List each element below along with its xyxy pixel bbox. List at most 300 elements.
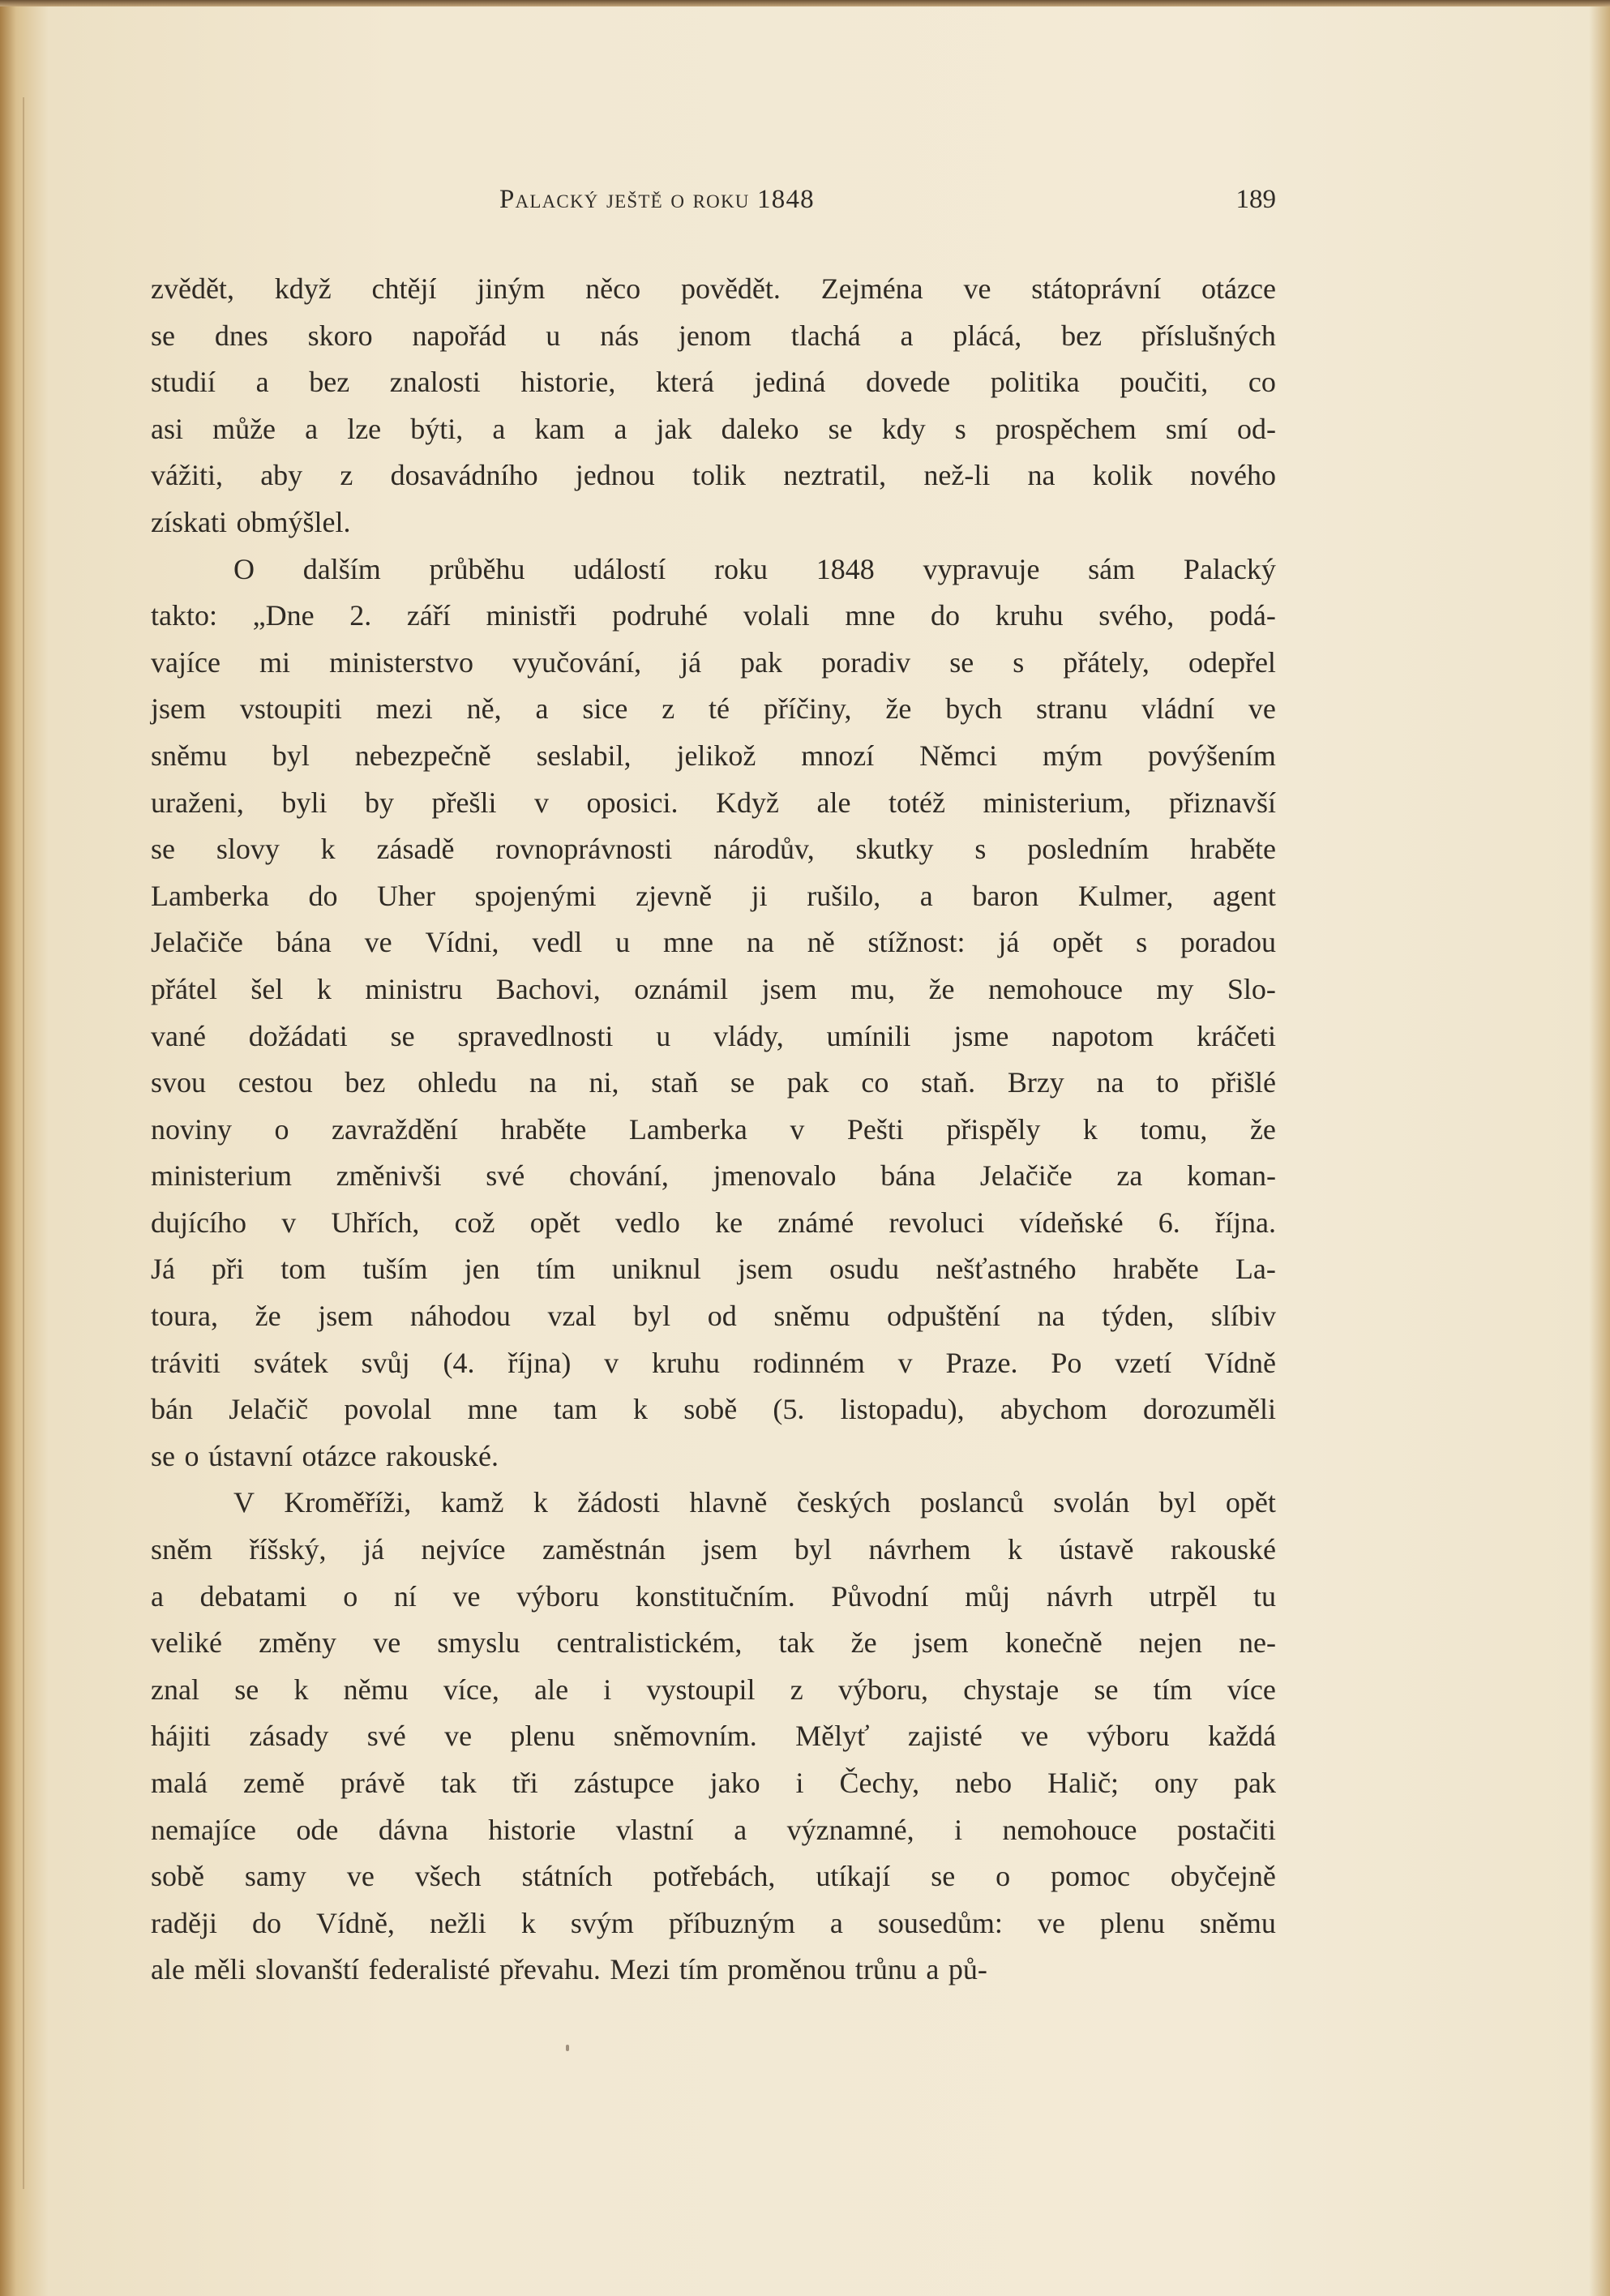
word: volali bbox=[743, 599, 810, 632]
word: napotom bbox=[1051, 1019, 1154, 1052]
word: Jelačiče bbox=[151, 926, 243, 959]
word: dalším bbox=[302, 552, 381, 585]
word: k bbox=[520, 1906, 536, 1939]
word: 1848 bbox=[816, 552, 875, 585]
text-line bbox=[151, 686, 1276, 733]
word: jak bbox=[656, 412, 692, 445]
word: znal bbox=[151, 1673, 199, 1706]
text-line bbox=[151, 919, 1276, 966]
text-line bbox=[151, 406, 1276, 453]
text-line bbox=[151, 733, 1276, 780]
word: odepřel bbox=[1188, 645, 1276, 679]
word: na bbox=[529, 1066, 557, 1099]
word: Vídně bbox=[1205, 1346, 1276, 1379]
word: k bbox=[1082, 1112, 1098, 1146]
word: změny bbox=[259, 1626, 337, 1660]
word: nebezpečně bbox=[354, 739, 491, 772]
word: já bbox=[998, 926, 1020, 959]
word: takto: bbox=[151, 599, 217, 632]
word: rušilo, bbox=[807, 879, 881, 912]
word: nemohouce bbox=[1002, 1813, 1137, 1846]
word: „Dne bbox=[252, 599, 315, 632]
word: Kulmer, bbox=[1077, 879, 1174, 912]
word: daleko bbox=[721, 412, 799, 445]
word: politika bbox=[990, 366, 1080, 399]
text-line bbox=[151, 1433, 1276, 1480]
word: jsem bbox=[702, 1533, 758, 1566]
word: byl bbox=[794, 1533, 832, 1566]
text-line bbox=[151, 1013, 1276, 1060]
word: slovy bbox=[216, 833, 280, 866]
word: bez bbox=[345, 1066, 386, 1099]
word: na bbox=[1027, 459, 1055, 492]
word: skoro bbox=[307, 319, 373, 352]
word: mi bbox=[259, 645, 291, 679]
word: ale bbox=[151, 1953, 185, 1986]
text-line bbox=[151, 873, 1276, 920]
word: k bbox=[632, 1393, 648, 1426]
word: a bbox=[255, 366, 269, 399]
word: tomu, bbox=[1140, 1112, 1208, 1146]
word: trůnu bbox=[854, 1953, 917, 1986]
word: se bbox=[730, 1066, 755, 1099]
word: sám bbox=[1088, 552, 1136, 585]
word: o bbox=[343, 1579, 358, 1613]
word: poradiv bbox=[821, 645, 911, 679]
word: významné, bbox=[786, 1813, 914, 1846]
word: uraženi, bbox=[151, 786, 244, 819]
text-line bbox=[151, 313, 1276, 360]
word: získati bbox=[151, 505, 227, 538]
word: Uhřích, bbox=[331, 1206, 420, 1239]
word: ně, bbox=[466, 692, 502, 726]
word: baron bbox=[972, 879, 1039, 912]
word: vypravuje bbox=[923, 552, 1040, 585]
word: ústavě bbox=[1059, 1533, 1134, 1566]
word: ní bbox=[393, 1579, 417, 1613]
word: dnes bbox=[214, 319, 268, 352]
word: jednou bbox=[575, 459, 655, 492]
word: podá- bbox=[1209, 599, 1276, 632]
word: centralistickém, bbox=[556, 1626, 743, 1660]
word: průběhu bbox=[429, 552, 525, 585]
word: přešli bbox=[431, 786, 497, 819]
word: vzetí bbox=[1115, 1346, 1172, 1379]
word: odpuštění bbox=[887, 1300, 1001, 1333]
word: za bbox=[1116, 1159, 1143, 1193]
word: Pešti bbox=[846, 1112, 904, 1146]
word: své bbox=[486, 1159, 525, 1193]
word: kruhu bbox=[995, 599, 1064, 632]
word: že bbox=[885, 692, 912, 726]
page-number: 189 bbox=[1235, 185, 1276, 214]
word: napořád bbox=[412, 319, 507, 352]
word: nejen bbox=[1138, 1626, 1202, 1660]
body-text bbox=[151, 266, 1276, 1994]
word: bán bbox=[151, 1393, 193, 1426]
word: pak bbox=[786, 1066, 829, 1099]
word: s bbox=[1013, 645, 1025, 679]
word: změnivši bbox=[336, 1159, 442, 1193]
word: můj bbox=[965, 1579, 1011, 1613]
word: národův, bbox=[713, 833, 815, 866]
word: tom bbox=[280, 1253, 327, 1286]
word: měli bbox=[194, 1953, 246, 1986]
word: v bbox=[604, 1346, 619, 1379]
word: jsem bbox=[913, 1626, 969, 1660]
word: mým bbox=[1043, 739, 1103, 772]
running-title: Palacký ještě o roku 1848 bbox=[499, 185, 815, 214]
word: právě bbox=[340, 1767, 405, 1799]
word: asi bbox=[151, 412, 183, 445]
word: cestou bbox=[238, 1066, 313, 1099]
word: ve bbox=[444, 1720, 473, 1753]
word: kráčeti bbox=[1197, 1019, 1276, 1052]
word: u bbox=[546, 319, 561, 352]
word: o bbox=[996, 1860, 1011, 1893]
word: ve bbox=[963, 272, 991, 305]
word: plácá, bbox=[953, 319, 1022, 352]
word: Němci bbox=[919, 739, 998, 772]
word: otázce bbox=[302, 1439, 377, 1472]
word: opět bbox=[1052, 926, 1103, 959]
word: tuším bbox=[362, 1253, 428, 1286]
word: vedl bbox=[532, 926, 583, 959]
word: kamž bbox=[440, 1486, 504, 1519]
word: ve bbox=[1037, 1906, 1065, 1939]
word: vystoupil bbox=[646, 1673, 756, 1706]
word: rovnoprávnosti bbox=[495, 833, 673, 866]
text-line bbox=[151, 1620, 1276, 1667]
word: výboru bbox=[1086, 1720, 1170, 1753]
word: ode bbox=[296, 1813, 339, 1846]
word: jediná bbox=[754, 366, 826, 399]
word: vážiti, bbox=[151, 459, 223, 492]
word: dávna bbox=[378, 1813, 448, 1846]
word: Palacký bbox=[1183, 552, 1276, 585]
word: tři bbox=[512, 1767, 538, 1799]
word: O bbox=[233, 552, 255, 585]
word: debatami bbox=[199, 1579, 307, 1613]
word: smí bbox=[1165, 412, 1208, 445]
word: přátely, bbox=[1063, 645, 1150, 679]
word: což bbox=[454, 1206, 495, 1239]
word: se bbox=[949, 645, 974, 679]
word: 6. bbox=[1158, 1206, 1180, 1239]
word: my bbox=[1156, 972, 1194, 1005]
word: ve bbox=[1248, 692, 1276, 726]
word: ne- bbox=[1238, 1626, 1276, 1660]
word: povolal bbox=[344, 1393, 432, 1426]
word: co bbox=[861, 1066, 889, 1099]
word: o bbox=[274, 1112, 289, 1146]
word: října) bbox=[507, 1346, 572, 1379]
text-line bbox=[151, 1386, 1276, 1433]
word: a bbox=[492, 412, 506, 445]
word: sice bbox=[582, 692, 628, 726]
word: Po bbox=[1051, 1346, 1082, 1379]
word: ve bbox=[373, 1626, 401, 1660]
word: chtějí bbox=[371, 272, 437, 305]
word: jsem bbox=[761, 972, 817, 1005]
text-line bbox=[151, 1807, 1276, 1854]
word: bána bbox=[276, 926, 332, 959]
word: s bbox=[954, 412, 966, 445]
word: otázce bbox=[1201, 272, 1276, 305]
word: podruhé bbox=[612, 599, 709, 632]
word: (4. bbox=[443, 1346, 475, 1379]
text-line bbox=[151, 1293, 1276, 1340]
word: opět bbox=[529, 1206, 580, 1239]
word: já bbox=[680, 645, 702, 679]
word: bána bbox=[880, 1159, 936, 1193]
word: sněmu bbox=[1199, 1906, 1276, 1939]
word: totéž bbox=[888, 786, 945, 819]
word: vedlo bbox=[614, 1206, 680, 1239]
text-line bbox=[151, 1853, 1276, 1900]
word: z bbox=[790, 1673, 803, 1706]
word: Mezi bbox=[610, 1953, 670, 1986]
word: vlády, bbox=[713, 1019, 784, 1052]
word: každá bbox=[1207, 1720, 1276, 1753]
word: zásady bbox=[249, 1720, 329, 1753]
word: posledním bbox=[1027, 833, 1150, 866]
word: byl bbox=[1158, 1486, 1197, 1519]
word: sobě bbox=[683, 1393, 738, 1426]
word: září bbox=[406, 599, 451, 632]
word: přátel bbox=[151, 972, 217, 1005]
word: mnozí bbox=[801, 739, 875, 772]
word: Mělyť bbox=[795, 1720, 870, 1753]
word: s bbox=[974, 833, 987, 866]
word: tam bbox=[553, 1393, 597, 1426]
word: do bbox=[308, 879, 338, 912]
word: tím bbox=[536, 1253, 576, 1286]
word: tak bbox=[778, 1626, 815, 1660]
word: plenu bbox=[510, 1720, 576, 1753]
word: šel bbox=[250, 972, 284, 1005]
word: že bbox=[255, 1300, 281, 1333]
word: s bbox=[1136, 926, 1148, 959]
word: by bbox=[364, 786, 394, 819]
word: to bbox=[1156, 1066, 1180, 1099]
word: státoprávní bbox=[1031, 272, 1162, 305]
word: svého, bbox=[1098, 599, 1175, 632]
word: ohledu bbox=[417, 1066, 498, 1099]
word: se bbox=[931, 1860, 956, 1893]
word: jsme bbox=[953, 1019, 1009, 1052]
word: svolán bbox=[1053, 1486, 1130, 1519]
word: kam bbox=[534, 412, 585, 445]
word: La- bbox=[1235, 1253, 1276, 1286]
word: a bbox=[151, 1579, 164, 1613]
word: že bbox=[928, 972, 955, 1005]
page-fold-shadow bbox=[23, 97, 24, 2189]
word: prospěchem bbox=[995, 412, 1137, 445]
text-line bbox=[151, 1574, 1276, 1621]
word: ji bbox=[751, 879, 768, 912]
word: chování, bbox=[568, 1159, 669, 1193]
ink-speck bbox=[566, 2045, 569, 2051]
word: stížnost: bbox=[867, 926, 966, 959]
word: dožádati bbox=[248, 1019, 348, 1052]
word: býti, bbox=[410, 412, 464, 445]
word: než-li bbox=[923, 459, 991, 492]
word: se bbox=[390, 1019, 415, 1052]
word: ministerium bbox=[151, 1159, 292, 1193]
word: potřebách, bbox=[653, 1860, 776, 1893]
word: návrhem bbox=[868, 1533, 971, 1566]
word: znalosti bbox=[389, 366, 481, 399]
word: mne bbox=[467, 1393, 518, 1426]
word: ně bbox=[807, 926, 835, 959]
word: přišlé bbox=[1210, 1066, 1276, 1099]
word: jsem bbox=[318, 1300, 374, 1333]
word: k bbox=[1007, 1533, 1022, 1566]
text-line bbox=[151, 1200, 1276, 1247]
word: němu bbox=[343, 1673, 409, 1706]
word: u bbox=[615, 926, 631, 959]
word: jenom bbox=[678, 319, 751, 352]
word: o bbox=[184, 1439, 199, 1472]
word: bez bbox=[1061, 319, 1103, 352]
text-line bbox=[151, 1107, 1276, 1154]
word: dovede bbox=[866, 366, 951, 399]
word: na bbox=[746, 926, 774, 959]
word: hraběte bbox=[1112, 1253, 1199, 1286]
word: tlachá bbox=[790, 319, 861, 352]
word: hraběte bbox=[1190, 833, 1276, 866]
word: se bbox=[234, 1673, 259, 1706]
word: staň bbox=[651, 1066, 699, 1099]
word: své bbox=[366, 1720, 406, 1753]
word: nemohouce bbox=[987, 972, 1123, 1005]
word: že bbox=[850, 1626, 877, 1660]
word: a bbox=[829, 1906, 843, 1939]
text-line bbox=[151, 966, 1276, 1013]
word: Zejména bbox=[820, 272, 923, 305]
word: ministerium, bbox=[983, 786, 1132, 819]
word: nás bbox=[600, 319, 640, 352]
word: jelikož bbox=[676, 739, 756, 772]
word: skutky bbox=[855, 833, 934, 866]
word: konstitučním. bbox=[635, 1579, 795, 1613]
word: a bbox=[535, 692, 549, 726]
word: studií bbox=[151, 366, 216, 399]
word: sněmu bbox=[151, 739, 227, 772]
word: ústavní bbox=[208, 1439, 293, 1472]
word: Původní bbox=[831, 1579, 929, 1613]
word: Čechy, bbox=[839, 1767, 920, 1799]
word: k bbox=[533, 1486, 548, 1519]
text-line bbox=[151, 1060, 1276, 1107]
word: byl bbox=[633, 1300, 671, 1333]
word: smyslu bbox=[437, 1626, 520, 1660]
word: svůj bbox=[361, 1346, 410, 1379]
word: neztratil, bbox=[783, 459, 887, 492]
word: nebo bbox=[955, 1767, 1013, 1799]
word: při bbox=[212, 1253, 245, 1286]
word: sněmu bbox=[773, 1300, 850, 1333]
word: a bbox=[926, 1953, 940, 1986]
word: známé bbox=[777, 1206, 854, 1239]
word: zajisté bbox=[907, 1720, 983, 1753]
word: rakouské. bbox=[385, 1439, 499, 1472]
word: byl bbox=[272, 739, 310, 772]
word: českých bbox=[796, 1486, 891, 1519]
word: vstoupiti bbox=[239, 692, 342, 726]
word: která bbox=[655, 366, 714, 399]
word: oposici. bbox=[586, 786, 679, 819]
word: umínili bbox=[826, 1019, 911, 1052]
word: náhodou bbox=[409, 1300, 511, 1333]
word: co bbox=[1248, 366, 1276, 399]
word: a bbox=[614, 412, 627, 445]
word: událostí bbox=[573, 552, 666, 585]
word: tu bbox=[1252, 1579, 1276, 1613]
word: rodinném bbox=[752, 1346, 865, 1379]
word: ministerstvo bbox=[329, 645, 474, 679]
word: k bbox=[320, 833, 336, 866]
word: ve bbox=[364, 926, 392, 959]
word: zjevně bbox=[636, 879, 713, 912]
word: vídeňské bbox=[1019, 1206, 1124, 1239]
word: mu, bbox=[850, 972, 896, 1005]
word: uniknul bbox=[611, 1253, 701, 1286]
word: roku bbox=[713, 552, 768, 585]
word: mne bbox=[663, 926, 713, 959]
word: nového bbox=[1189, 459, 1276, 492]
word: Brzy bbox=[1007, 1066, 1064, 1099]
word: listopadu), bbox=[840, 1393, 965, 1426]
word: veliké bbox=[151, 1626, 222, 1660]
word: nemajíce bbox=[151, 1813, 256, 1846]
word: bez bbox=[309, 366, 350, 399]
word: příčiny, bbox=[763, 692, 852, 726]
text-line bbox=[151, 1340, 1276, 1387]
word: jiným bbox=[477, 272, 546, 305]
word: více bbox=[1227, 1673, 1276, 1706]
word: z bbox=[662, 692, 675, 726]
word: dosavádního bbox=[390, 459, 538, 492]
word: i bbox=[795, 1767, 804, 1799]
word: historie bbox=[488, 1813, 576, 1846]
word: Halič; bbox=[1047, 1767, 1120, 1799]
word: převahu. bbox=[499, 1953, 601, 1986]
word: země bbox=[242, 1767, 305, 1799]
word: svým bbox=[570, 1906, 634, 1939]
page-top-edge bbox=[0, 0, 1610, 6]
word: když bbox=[274, 272, 332, 305]
word: bych bbox=[945, 692, 1003, 726]
word: kruhu bbox=[652, 1346, 720, 1379]
word: a bbox=[919, 879, 933, 912]
word: výboru bbox=[516, 1579, 600, 1613]
word: nejvíce bbox=[421, 1533, 506, 1566]
word: té bbox=[709, 692, 730, 726]
word: ale bbox=[816, 786, 851, 819]
word: sousedům: bbox=[877, 1906, 1003, 1939]
word: v bbox=[281, 1206, 297, 1239]
word: Jelačič bbox=[229, 1393, 309, 1426]
word: kolik bbox=[1092, 459, 1153, 492]
text-line bbox=[151, 1713, 1276, 1760]
word: státních bbox=[521, 1860, 613, 1893]
word: poslanců bbox=[920, 1486, 1024, 1519]
word: se bbox=[151, 833, 175, 866]
word: tolik bbox=[692, 459, 746, 492]
word: Praze. bbox=[945, 1346, 1018, 1379]
